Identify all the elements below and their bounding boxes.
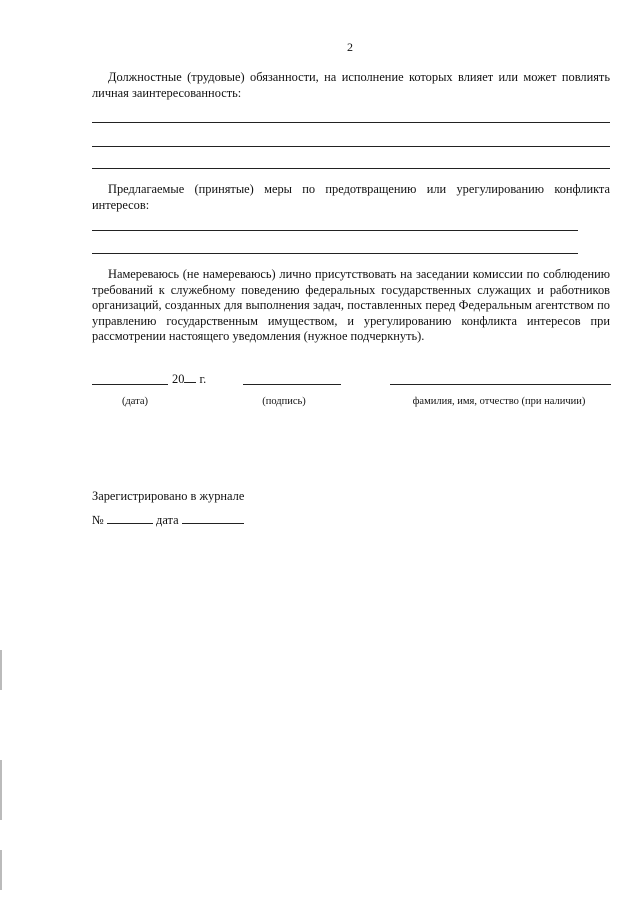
duties-line-1 bbox=[92, 122, 610, 123]
registration-title: Зарегистрировано в журнале bbox=[92, 489, 245, 503]
scan-edge-mark bbox=[0, 850, 2, 890]
measures-line-1 bbox=[92, 230, 578, 231]
year-prefix: 20 bbox=[172, 372, 185, 386]
year-suffix: г. bbox=[199, 372, 207, 386]
duties-paragraph: Должностные (трудовые) обязанности, на исполнение которых влияет или может повлиять личная заинтересованность: bbox=[92, 70, 610, 100]
signature-line bbox=[243, 384, 341, 385]
number-label: № bbox=[92, 513, 104, 527]
measures-paragraph: Предлагаемые (принятые) меры по предотвращению или урегулированию конфликта интересов: bbox=[92, 182, 610, 212]
date-blank-line bbox=[92, 384, 168, 385]
measures-line-2 bbox=[92, 253, 578, 254]
number-blank bbox=[107, 512, 153, 524]
registration-row bbox=[92, 512, 244, 528]
scan-edge-mark bbox=[0, 650, 2, 690]
name-label: фамилия, имя, отчество (при наличии) bbox=[412, 396, 586, 407]
scan-edge-mark bbox=[0, 760, 2, 820]
duties-line-2 bbox=[92, 146, 610, 147]
page-number: 2 bbox=[347, 40, 353, 54]
duties-line-3 bbox=[92, 168, 610, 169]
name-line bbox=[390, 384, 611, 385]
year-text bbox=[172, 371, 206, 387]
date-label: (дата) bbox=[121, 396, 149, 407]
year-blank bbox=[184, 371, 196, 383]
signature-label: (подпись) bbox=[262, 396, 306, 407]
registration-date-label: дата bbox=[156, 513, 179, 527]
attendance-paragraph: Намереваюсь (не намереваюсь) лично присутствовать на заседании комиссии по соблюдению требований к служебному поведению федеральных государственных служащих и работников организаций, созданных для выполнения задач, поставленных перед Федеральным агентством по управлению государственным имуществом, и урегулированию конфликта интересов при рассмотрении настоящего уведомления (нужное подчеркнуть). bbox=[92, 267, 610, 343]
registration-date-blank bbox=[182, 512, 244, 524]
